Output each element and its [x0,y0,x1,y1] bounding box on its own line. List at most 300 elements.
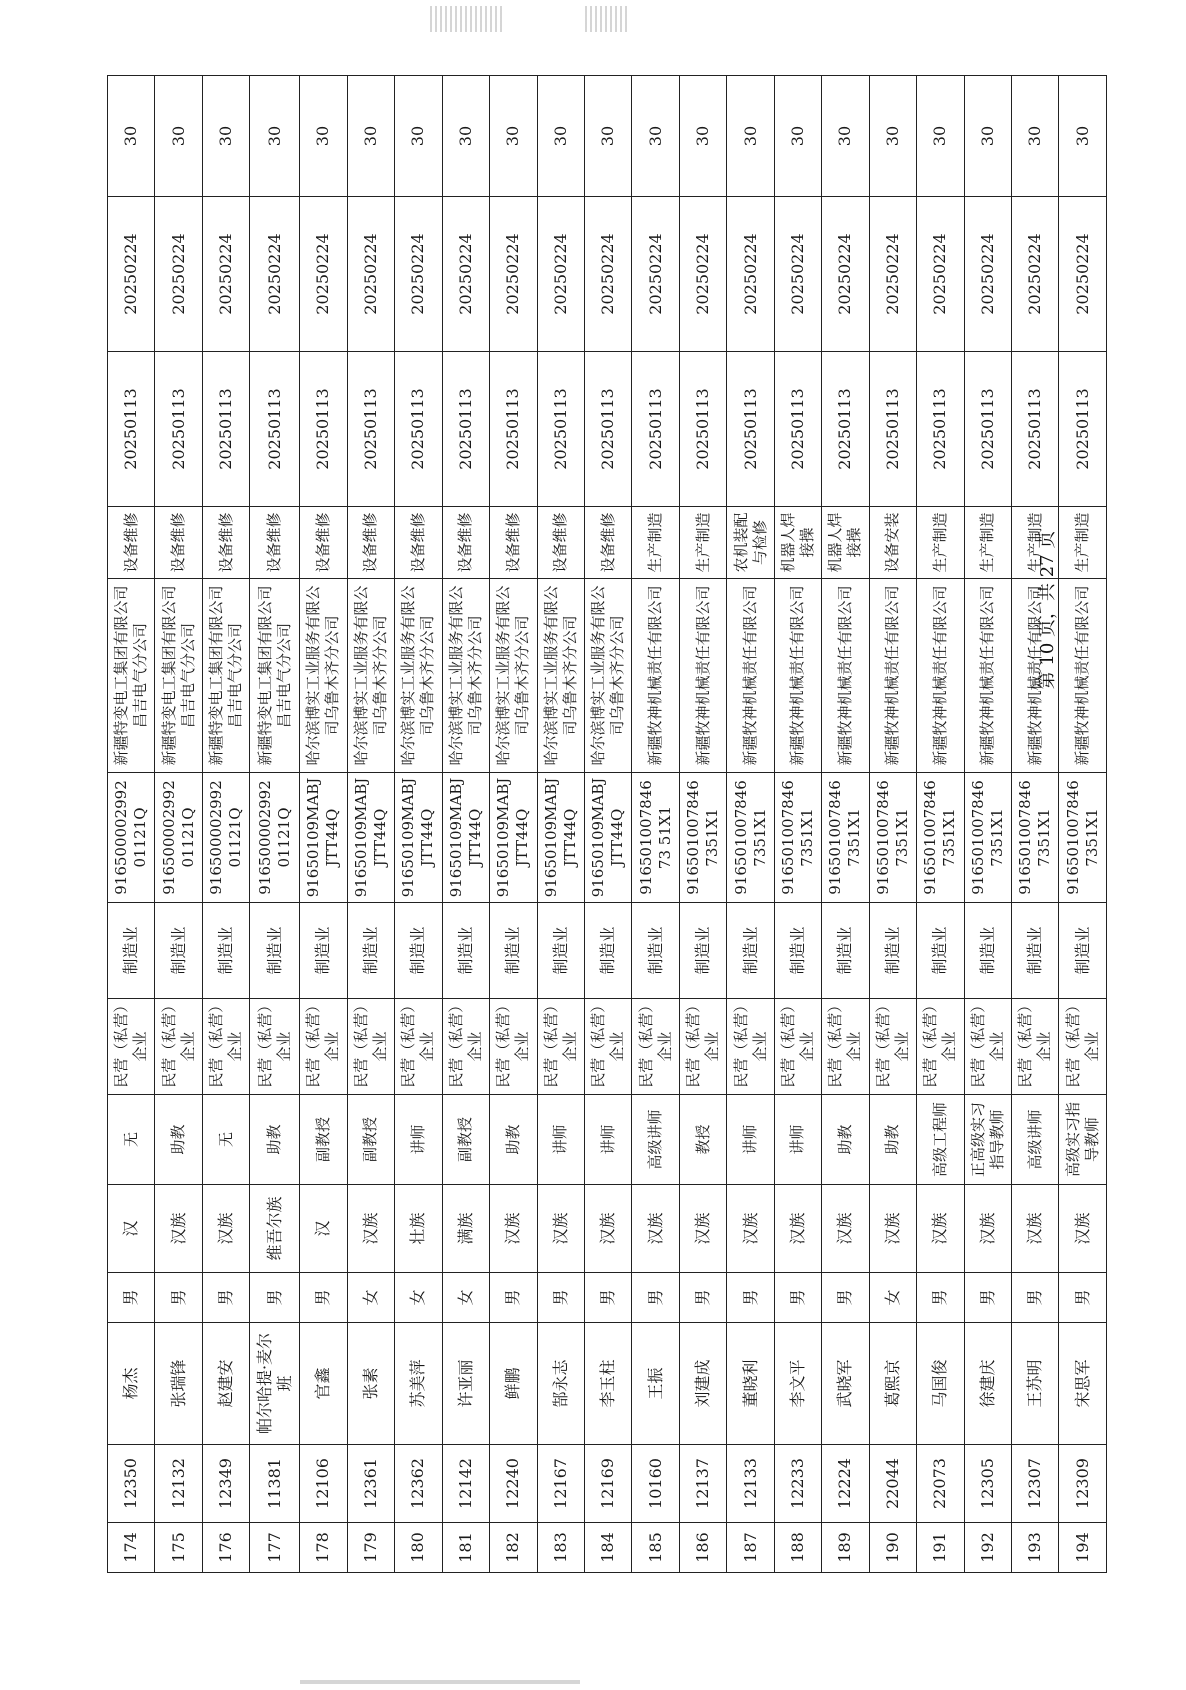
cell-no: 189 [822,1523,869,1573]
cell-title: 讲师 [395,1095,442,1185]
cell-industry: 制造业 [964,903,1011,999]
cell-ethnicity: 汉族 [202,1185,249,1273]
cell-credit-code: 91650109MABJJTT44Q [442,773,489,903]
cell-end: 20250224 [300,197,347,352]
cell-position: 设备维修 [347,507,394,579]
cell-position: 机器人焊接操 [822,507,869,579]
table-row [202,76,249,1573]
cell-industry: 制造业 [584,903,631,999]
cell-no: 177 [250,1523,300,1573]
cell-enterprise-type: 民营（私营）企业 [869,999,916,1095]
cell-enterprise-type: 民营（私营）企业 [300,999,347,1095]
cell-days: 30 [632,76,679,197]
cell-gender: 女 [395,1273,442,1323]
cell-ethnicity: 汉族 [1012,1185,1059,1273]
cell-position: 设备维修 [395,507,442,579]
cell-no: 192 [964,1523,1011,1573]
cell-position: 机器人焊接操 [774,507,821,579]
cell-no: 175 [155,1523,202,1573]
cell-start: 20250113 [347,352,394,507]
cell-end: 20250224 [155,197,202,352]
cell-company: 哈尔滨博实工业服务有限公司乌鲁木齐分公司 [490,579,537,773]
cell-ethnicity: 汉 [108,1185,155,1273]
cell-credit-code: 9165010078467351X1 [917,773,964,903]
cell-position: 设备维修 [490,507,537,579]
cell-gender: 女 [869,1273,916,1323]
cell-no: 178 [300,1523,347,1573]
cell-credit-code: 91650109MABJJTT44Q [537,773,584,903]
cell-credit-code: 9165010078467351X1 [869,773,916,903]
cell-no: 183 [537,1523,584,1573]
cell-gender: 男 [202,1273,249,1323]
cell-industry: 制造业 [679,903,726,999]
cell-start: 20250113 [822,352,869,507]
cell-industry: 制造业 [202,903,249,999]
cell-no: 174 [108,1523,155,1573]
cell-gender: 男 [300,1273,347,1323]
cell-no: 181 [442,1523,489,1573]
cell-credit-code: 9165010078467351X1 [774,773,821,903]
cell-company: 新疆特变电工集团有限公司昌吉电气分公司 [250,579,300,773]
cell-credit-code: 91650000299201121Q [202,773,249,903]
cell-ethnicity: 汉族 [537,1185,584,1273]
cell-end: 20250224 [442,197,489,352]
cell-enterprise-type: 民营（私营）企业 [964,999,1011,1095]
table-row [679,76,726,1573]
cell-industry: 制造业 [822,903,869,999]
cell-ethnicity: 汉族 [347,1185,394,1273]
cell-industry: 制造业 [1012,903,1059,999]
cell-credit-code: 91650000299201121Q [155,773,202,903]
cell-credit-code: 9165010078467351X1 [964,773,1011,903]
cell-industry: 制造业 [1059,903,1107,999]
cell-gender: 男 [108,1273,155,1323]
cell-title: 副教授 [442,1095,489,1185]
cell-end: 20250224 [250,197,300,352]
table-row [1059,76,1107,1573]
cell-start: 20250113 [1012,352,1059,507]
cell-end: 20250224 [964,197,1011,352]
cell-enterprise-type: 民营（私营）企业 [822,999,869,1095]
cell-days: 30 [395,76,442,197]
cell-days: 30 [108,76,155,197]
cell-credit-code: 91650109MABJJTT44Q [347,773,394,903]
cell-name: 王苏明 [1012,1323,1059,1445]
table-row [300,76,347,1573]
cell-name: 官鑫 [300,1323,347,1445]
cell-start: 20250113 [774,352,821,507]
cell-days: 30 [964,76,1011,197]
cell-ethnicity: 维吾尔族 [250,1185,300,1273]
table-row [964,76,1011,1573]
cell-position: 生产制造 [917,507,964,579]
cell-no: 187 [727,1523,774,1573]
cell-company: 新疆牧神机械责任有限公司 [917,579,964,773]
cell-name: 武晓军 [822,1323,869,1445]
cell-credit-code: 9165010078467351X1 [1012,773,1059,903]
cell-id: 12233 [774,1445,821,1523]
cell-gender: 男 [537,1273,584,1323]
cell-gender: 男 [774,1273,821,1323]
cell-id: 12349 [202,1445,249,1523]
cell-position: 设备维修 [584,507,631,579]
cell-days: 30 [774,76,821,197]
table-body [108,76,1107,1573]
cell-company: 哈尔滨博实工业服务有限公司乌鲁木齐分公司 [347,579,394,773]
cell-ethnicity: 汉族 [774,1185,821,1273]
cell-days: 30 [155,76,202,197]
cell-enterprise-type: 民营（私营）企业 [1059,999,1107,1095]
cell-company: 新疆牧神机械责任有限公司 [822,579,869,773]
cell-no: 191 [917,1523,964,1573]
cell-industry: 制造业 [300,903,347,999]
cell-ethnicity: 满族 [442,1185,489,1273]
cell-id: 12106 [300,1445,347,1523]
cell-id: 12361 [347,1445,394,1523]
cell-position: 设备维修 [442,507,489,579]
cell-position: 设备安装 [869,507,916,579]
cell-start: 20250113 [584,352,631,507]
cell-no: 176 [202,1523,249,1573]
cell-enterprise-type: 民营（私营）企业 [442,999,489,1095]
cell-gender: 男 [917,1273,964,1323]
cell-gender: 男 [584,1273,631,1323]
table-row [537,76,584,1573]
cell-end: 20250224 [202,197,249,352]
cell-enterprise-type: 民营（私营）企业 [490,999,537,1095]
cell-days: 30 [537,76,584,197]
cell-ethnicity: 汉族 [727,1185,774,1273]
table-row [584,76,631,1573]
cell-title: 高级讲师 [632,1095,679,1185]
cell-title: 正高级实习指导教师 [964,1095,1011,1185]
cell-enterprise-type: 民营（私营）企业 [1012,999,1059,1095]
cell-enterprise-type: 民营（私营）企业 [108,999,155,1095]
cell-start: 20250113 [869,352,916,507]
cell-start: 20250113 [155,352,202,507]
cell-name: 徐建庆 [964,1323,1011,1445]
cell-industry: 制造业 [727,903,774,999]
cell-industry: 制造业 [155,903,202,999]
cell-position: 设备维修 [300,507,347,579]
cell-position: 生产制造 [1059,507,1107,579]
cell-title: 讲师 [537,1095,584,1185]
cell-name: 张瑞锋 [155,1323,202,1445]
cell-days: 30 [490,76,537,197]
cell-industry: 制造业 [347,903,394,999]
cell-position: 生产制造 [964,507,1011,579]
cell-days: 30 [869,76,916,197]
cell-title: 讲师 [774,1095,821,1185]
cell-enterprise-type: 民营（私营）企业 [917,999,964,1095]
table-row [442,76,489,1573]
cell-credit-code: 91650000299201121Q [108,773,155,903]
scan-artifact-right [585,6,630,32]
cell-name: 苏美萍 [395,1323,442,1445]
cell-end: 20250224 [632,197,679,352]
cell-id: 12309 [1059,1445,1107,1523]
cell-company: 哈尔滨博实工业服务有限公司乌鲁木齐分公司 [584,579,631,773]
cell-start: 20250113 [537,352,584,507]
cell-gender: 男 [1012,1273,1059,1323]
table-row [395,76,442,1573]
cell-gender: 男 [727,1273,774,1323]
cell-start: 20250113 [727,352,774,507]
cell-enterprise-type: 民营（私营）企业 [584,999,631,1095]
cell-start: 20250113 [1059,352,1107,507]
cell-company: 新疆牧神机械责任有限公司 [964,579,1011,773]
cell-industry: 制造业 [490,903,537,999]
cell-id: 12350 [108,1445,155,1523]
cell-start: 20250113 [395,352,442,507]
cell-title: 讲师 [584,1095,631,1185]
cell-gender: 男 [679,1273,726,1323]
cell-id: 12132 [155,1445,202,1523]
cell-ethnicity: 汉族 [964,1185,1011,1273]
table-row [347,76,394,1573]
cell-id: 12167 [537,1445,584,1523]
cell-enterprise-type: 民营（私营）企业 [632,999,679,1095]
cell-title: 副教授 [347,1095,394,1185]
cell-days: 30 [202,76,249,197]
cell-industry: 制造业 [108,903,155,999]
cell-id: 12133 [727,1445,774,1523]
cell-company: 新疆牧神机械责任有限公司 [869,579,916,773]
cell-end: 20250224 [727,197,774,352]
cell-name: 李文平 [774,1323,821,1445]
cell-ethnicity: 汉族 [917,1185,964,1273]
cell-end: 20250224 [584,197,631,352]
cell-company: 新疆牧神机械责任有限公司 [727,579,774,773]
cell-end: 20250224 [679,197,726,352]
cell-name: 李玉柱 [584,1323,631,1445]
cell-id: 22073 [917,1445,964,1523]
cell-id: 11381 [250,1445,300,1523]
cell-ethnicity: 汉 [300,1185,347,1273]
cell-id: 12307 [1012,1445,1059,1523]
cell-days: 30 [822,76,869,197]
cell-gender: 男 [250,1273,300,1323]
table-row [774,76,821,1573]
cell-no: 193 [1012,1523,1059,1573]
cell-ethnicity: 汉族 [679,1185,726,1273]
cell-days: 30 [300,76,347,197]
cell-start: 20250113 [300,352,347,507]
cell-no: 190 [869,1523,916,1573]
cell-start: 20250113 [108,352,155,507]
cell-no: 188 [774,1523,821,1573]
cell-name: 赵建安 [202,1323,249,1445]
table-row [250,76,300,1573]
cell-days: 30 [250,76,300,197]
cell-end: 20250224 [537,197,584,352]
cell-id: 12305 [964,1445,1011,1523]
cell-start: 20250113 [490,352,537,507]
cell-enterprise-type: 民营（私营）企业 [395,999,442,1095]
cell-ethnicity: 汉族 [1059,1185,1107,1273]
cell-start: 20250113 [442,352,489,507]
cell-ethnicity: 壮族 [395,1185,442,1273]
cell-start: 20250113 [632,352,679,507]
table-row [490,76,537,1573]
cell-ethnicity: 汉族 [155,1185,202,1273]
cell-ethnicity: 汉族 [584,1185,631,1273]
cell-ethnicity: 汉族 [632,1185,679,1273]
cell-position: 设备维修 [250,507,300,579]
cell-title: 讲师 [727,1095,774,1185]
cell-no: 180 [395,1523,442,1573]
cell-end: 20250224 [108,197,155,352]
table-row [108,76,155,1573]
cell-days: 30 [584,76,631,197]
cell-no: 194 [1059,1523,1107,1573]
cell-name: 宋思军 [1059,1323,1107,1445]
cell-gender: 女 [347,1273,394,1323]
cell-gender: 女 [442,1273,489,1323]
cell-title: 高级工程师 [917,1095,964,1185]
cell-company: 新疆特变电工集团有限公司昌吉电气分公司 [202,579,249,773]
cell-company: 新疆特变电工集团有限公司昌吉电气分公司 [108,579,155,773]
cell-credit-code: 9165010078467351X1 [727,773,774,903]
cell-end: 20250224 [774,197,821,352]
cell-ethnicity: 汉族 [490,1185,537,1273]
cell-title: 无 [108,1095,155,1185]
cell-industry: 制造业 [395,903,442,999]
cell-title: 高级实习指导教师 [1059,1095,1107,1185]
cell-days: 30 [679,76,726,197]
scan-artifact-left [430,6,505,32]
cell-company: 哈尔滨博实工业服务有限公司乌鲁木齐分公司 [300,579,347,773]
cell-gender: 男 [822,1273,869,1323]
cell-credit-code: 91650000299201121Q [250,773,300,903]
cell-title: 无 [202,1095,249,1185]
scan-artifact-bottom [300,1680,580,1684]
cell-name: 郜永志 [537,1323,584,1445]
cell-position: 设备维修 [537,507,584,579]
cell-days: 30 [727,76,774,197]
cell-industry: 制造业 [537,903,584,999]
cell-title: 助教 [869,1095,916,1185]
cell-no: 182 [490,1523,537,1573]
cell-position: 生产制造 [679,507,726,579]
cell-enterprise-type: 民营（私营）企业 [347,999,394,1095]
cell-gender: 男 [155,1273,202,1323]
cell-end: 20250224 [395,197,442,352]
cell-no: 186 [679,1523,726,1573]
cell-days: 30 [347,76,394,197]
cell-company: 哈尔滨博实工业服务有限公司乌鲁木齐分公司 [395,579,442,773]
cell-position: 生产制造 [632,507,679,579]
cell-enterprise-type: 民营（私营）企业 [537,999,584,1095]
cell-industry: 制造业 [917,903,964,999]
cell-enterprise-type: 民营（私营）企业 [679,999,726,1095]
cell-enterprise-type: 民营（私营）企业 [250,999,300,1095]
cell-days: 30 [917,76,964,197]
cell-ethnicity: 汉族 [822,1185,869,1273]
cell-end: 20250224 [490,197,537,352]
table-row [917,76,964,1573]
staff-table [107,75,1107,1573]
cell-id: 12169 [584,1445,631,1523]
cell-days: 30 [1012,76,1059,197]
cell-name: 许亚丽 [442,1323,489,1445]
cell-industry: 制造业 [250,903,300,999]
cell-credit-code: 9165010078467351X1 [822,773,869,903]
cell-title: 助教 [250,1095,300,1185]
cell-company: 新疆牧神机械责任有限公司 [774,579,821,773]
table-row [155,76,202,1573]
cell-start: 20250113 [679,352,726,507]
cell-name: 张素 [347,1323,394,1445]
cell-days: 30 [442,76,489,197]
cell-gender: 男 [632,1273,679,1323]
cell-title: 助教 [155,1095,202,1185]
cell-title: 副教授 [300,1095,347,1185]
cell-name: 帕尔哈提·麦尔班 [250,1323,300,1445]
cell-company: 哈尔滨博实工业服务有限公司乌鲁木齐分公司 [442,579,489,773]
cell-enterprise-type: 民营（私营）企业 [202,999,249,1095]
cell-credit-code: 9165010078467351X1 [679,773,726,903]
cell-name: 葛熙京 [869,1323,916,1445]
cell-id: 12240 [490,1445,537,1523]
cell-id: 12362 [395,1445,442,1523]
cell-credit-code: 91650109MABJJTT44Q [395,773,442,903]
cell-name: 刘建成 [679,1323,726,1445]
cell-end: 20250224 [347,197,394,352]
cell-id: 12224 [822,1445,869,1523]
cell-company: 新疆特变电工集团有限公司昌吉电气分公司 [155,579,202,773]
cell-company: 新疆牧神机械责任有限公司 [1059,579,1107,773]
cell-start: 20250113 [250,352,300,507]
cell-company: 新疆牧神机械责任有限公司 [1012,579,1059,773]
cell-gender: 男 [964,1273,1011,1323]
cell-id: 10160 [632,1445,679,1523]
cell-industry: 制造业 [442,903,489,999]
cell-industry: 制造业 [869,903,916,999]
cell-name: 王振 [632,1323,679,1445]
cell-credit-code: 91650109MABJJTT44Q [584,773,631,903]
table-row [632,76,679,1573]
cell-id: 12142 [442,1445,489,1523]
cell-gender: 男 [1059,1273,1107,1323]
rotated-page [107,126,1107,1573]
table-row [1012,76,1059,1573]
cell-position: 农机装配与检修 [727,507,774,579]
cell-position: 生产制造 [1012,507,1059,579]
cell-days: 30 [1059,76,1107,197]
cell-industry: 制造业 [632,903,679,999]
cell-end: 20250224 [869,197,916,352]
table-row [869,76,916,1573]
cell-name: 鲜鹏 [490,1323,537,1445]
cell-industry: 制造业 [774,903,821,999]
cell-start: 20250113 [964,352,1011,507]
cell-gender: 男 [490,1273,537,1323]
cell-enterprise-type: 民营（私营）企业 [774,999,821,1095]
cell-start: 20250113 [202,352,249,507]
cell-ethnicity: 汉族 [869,1185,916,1273]
cell-credit-code: 91650109MABJJTT44Q [490,773,537,903]
cell-enterprise-type: 民营（私营）企业 [155,999,202,1095]
cell-end: 20250224 [1012,197,1059,352]
cell-end: 20250224 [917,197,964,352]
cell-end: 20250224 [822,197,869,352]
cell-position: 设备维修 [155,507,202,579]
cell-title: 助教 [490,1095,537,1185]
cell-id: 22044 [869,1445,916,1523]
cell-credit-code: 91650109MABJJTT44Q [300,773,347,903]
cell-name: 杨杰 [108,1323,155,1445]
